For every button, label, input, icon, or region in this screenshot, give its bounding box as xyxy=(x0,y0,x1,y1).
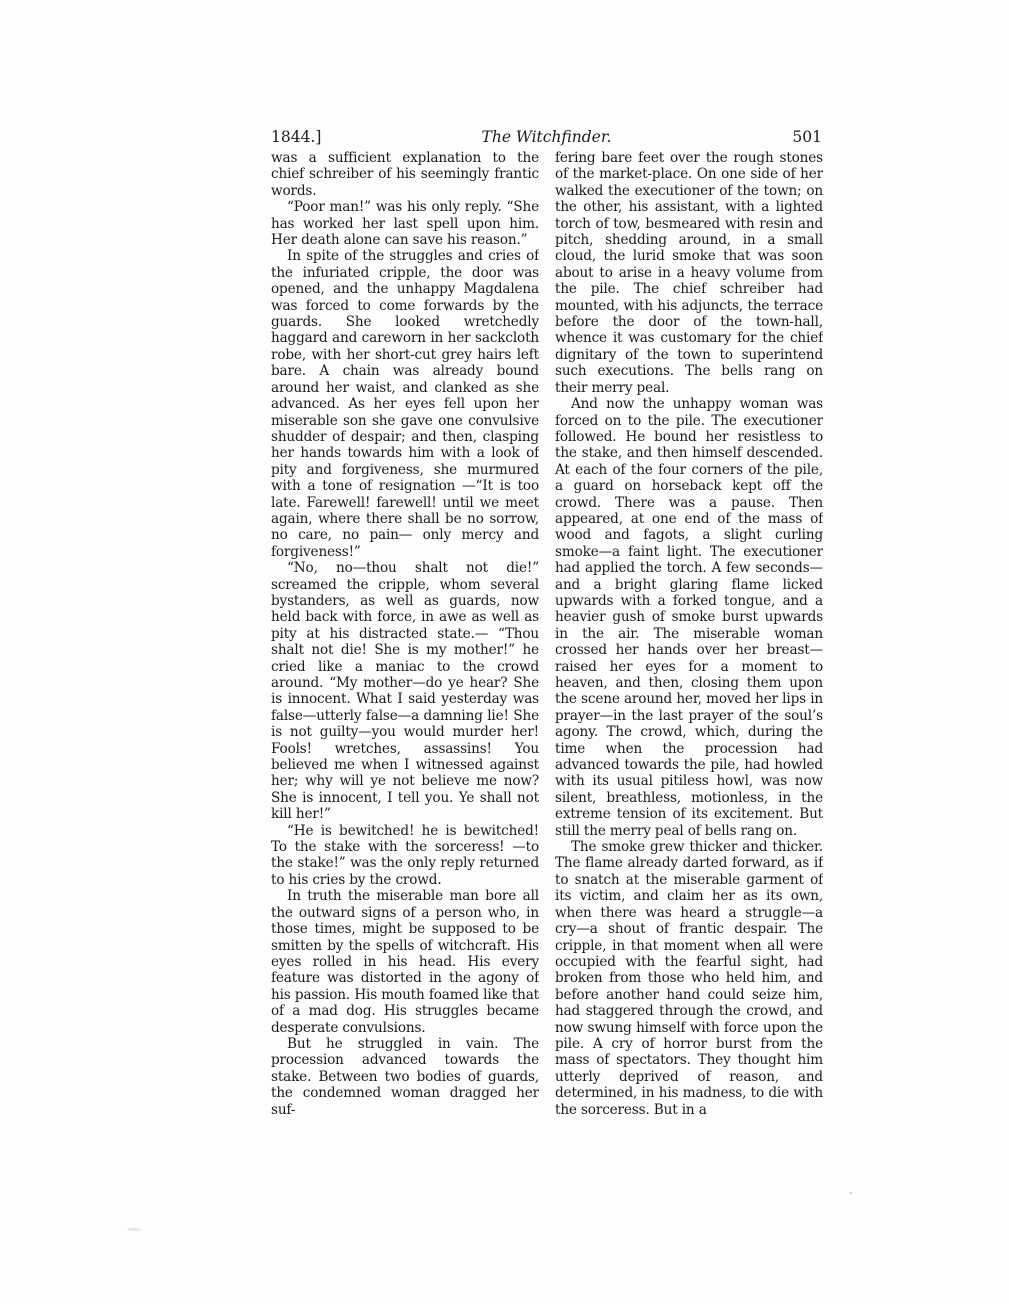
paragraph: fering bare feet over the rough stones of the market-place. On one side of her walked the executioner of the town; on the other, his assistant, with a lighted torch of tow, besmeared with resin and pitch, shedding around, in a small cloud, the lurid smoke that was soon about to arise in a heavy volume from the pile. The chief schreiber had mounted, with his adjuncts, the terrace before the door of the town-hall, whence it was customary for the chief dignitary of the town to superintend such executions. The bells rang on their merry peal. xyxy=(555,150,823,396)
paragraph: In spite of the struggles and cries of the infuriated cripple, the door was opened, and the unhappy Magdalena was forced to come forwards by the guards. She looked wretchedly haggard and careworn in her sackcloth robe, with her short-cut grey hairs left bare. A chain was already bound around her waist, and clanked as she advanced. As her eyes fell upon her miserable son she gave one convulsive shudder of despair; and then, clasping her hands towards him with a look of pity and forgiveness, she murmured with a tone of resignation —“It is too late. Farewell! farewell! until we meet again, where there shall be no sorrow, no care, no pain— only mercy and forgiveness!” xyxy=(271,248,539,560)
paragraph: The smoke grew thicker and thicker. The flame already darted forward, as if to snatch at the miserable garment of its victim, and claim her as its own, when there was heard a struggle—a cry—a shout of frantic despair. The cripple, in that moment when all were occupied with the fearful sight, had broken from those who held him, and before another hand could seize him, had staggered through the crowd, and now swung himself with force upon the pile. A cry of horror burst from the mass of spectators. They thought him utterly deprived of reason, and determined, in his madness, to die with the sorceress. But in a xyxy=(555,839,823,1118)
right-column xyxy=(555,150,823,1150)
paragraph: “He is bewitched! he is bewitched! To the stake with the sorceress! —to the stake!” was the only reply returned to his cries by the crowd. xyxy=(271,822,539,888)
paper-speck xyxy=(127,1228,141,1231)
paragraph: And now the unhappy woman was forced on to the pile. The executioner followed. He bound her resistless to the stake, and then himself descended. At each of the four corners of the pile, a guard on horseback kept off the crowd. There was a pause. Then appeared, at one end of the mass of wood and fagots, a slight curling smoke—a faint light. The executioner had applied the torch. A few seconds—and a bright glaring flame licked upwards with a forked tongue, and a heavier gush of smoke burst upwards in the air. The miserable woman crossed her hands over her breast—raised her eyes for a moment to heaven, and then, closing them upon the scene around her, moved her lips in prayer—in the last prayer of the soul’s agony. The crowd, which, during the time when the procession had advanced towards the pile, had howled with its usual pitiless howl, was now silent, breathless, motionless, in the extreme tension of its excitement. But still the merry peal of bells rang on. xyxy=(555,396,823,839)
paragraph: But he struggled in vain. The procession advanced towards the stake. Between two bodies of guards, the condemned woman dragged her suf- xyxy=(271,1035,539,1118)
header-title: The Witchfinder. xyxy=(481,128,612,146)
paragraph: In truth the miserable man bore all the outward signs of a person who, in those times, might be supposed to be smitten by the spells of witchcraft. His eyes rolled in his head. His every feature was distorted in the agony of his passion. His mouth foamed like that of a mad dog. His struggles became desperate convulsions. xyxy=(271,888,539,1036)
paper-speck xyxy=(850,1192,852,1194)
running-header xyxy=(271,128,822,150)
paragraph: “Poor man!” was his only reply. “She has worked her last spell upon him. Her death alone can save his reason.” xyxy=(271,199,539,249)
paragraph: “No, no—thou shalt not die!” screamed the cripple, whom several bystanders, as well as guards, now held back with force, in awe as well as pity at his distracted state.— “Thou shalt not die! She is my mother!” he cried like a maniac to the crowd around. “My mother—do ye hear? She is innocent. What I said yesterday was false—utterly false—a damning lie! She is not guilty—you would murder her! Fools! wretches, assassins! You believed me when I witnessed against her; why will ye not believe me now? She is innocent, I tell you. Ye shall not kill her!” xyxy=(271,560,539,823)
header-year: 1844.] xyxy=(271,128,322,146)
left-column xyxy=(271,150,539,1150)
page-number: 501 xyxy=(792,128,822,146)
paragraph: was a sufficient explanation to the chief schreiber of his seemingly frantic words. xyxy=(271,150,539,199)
